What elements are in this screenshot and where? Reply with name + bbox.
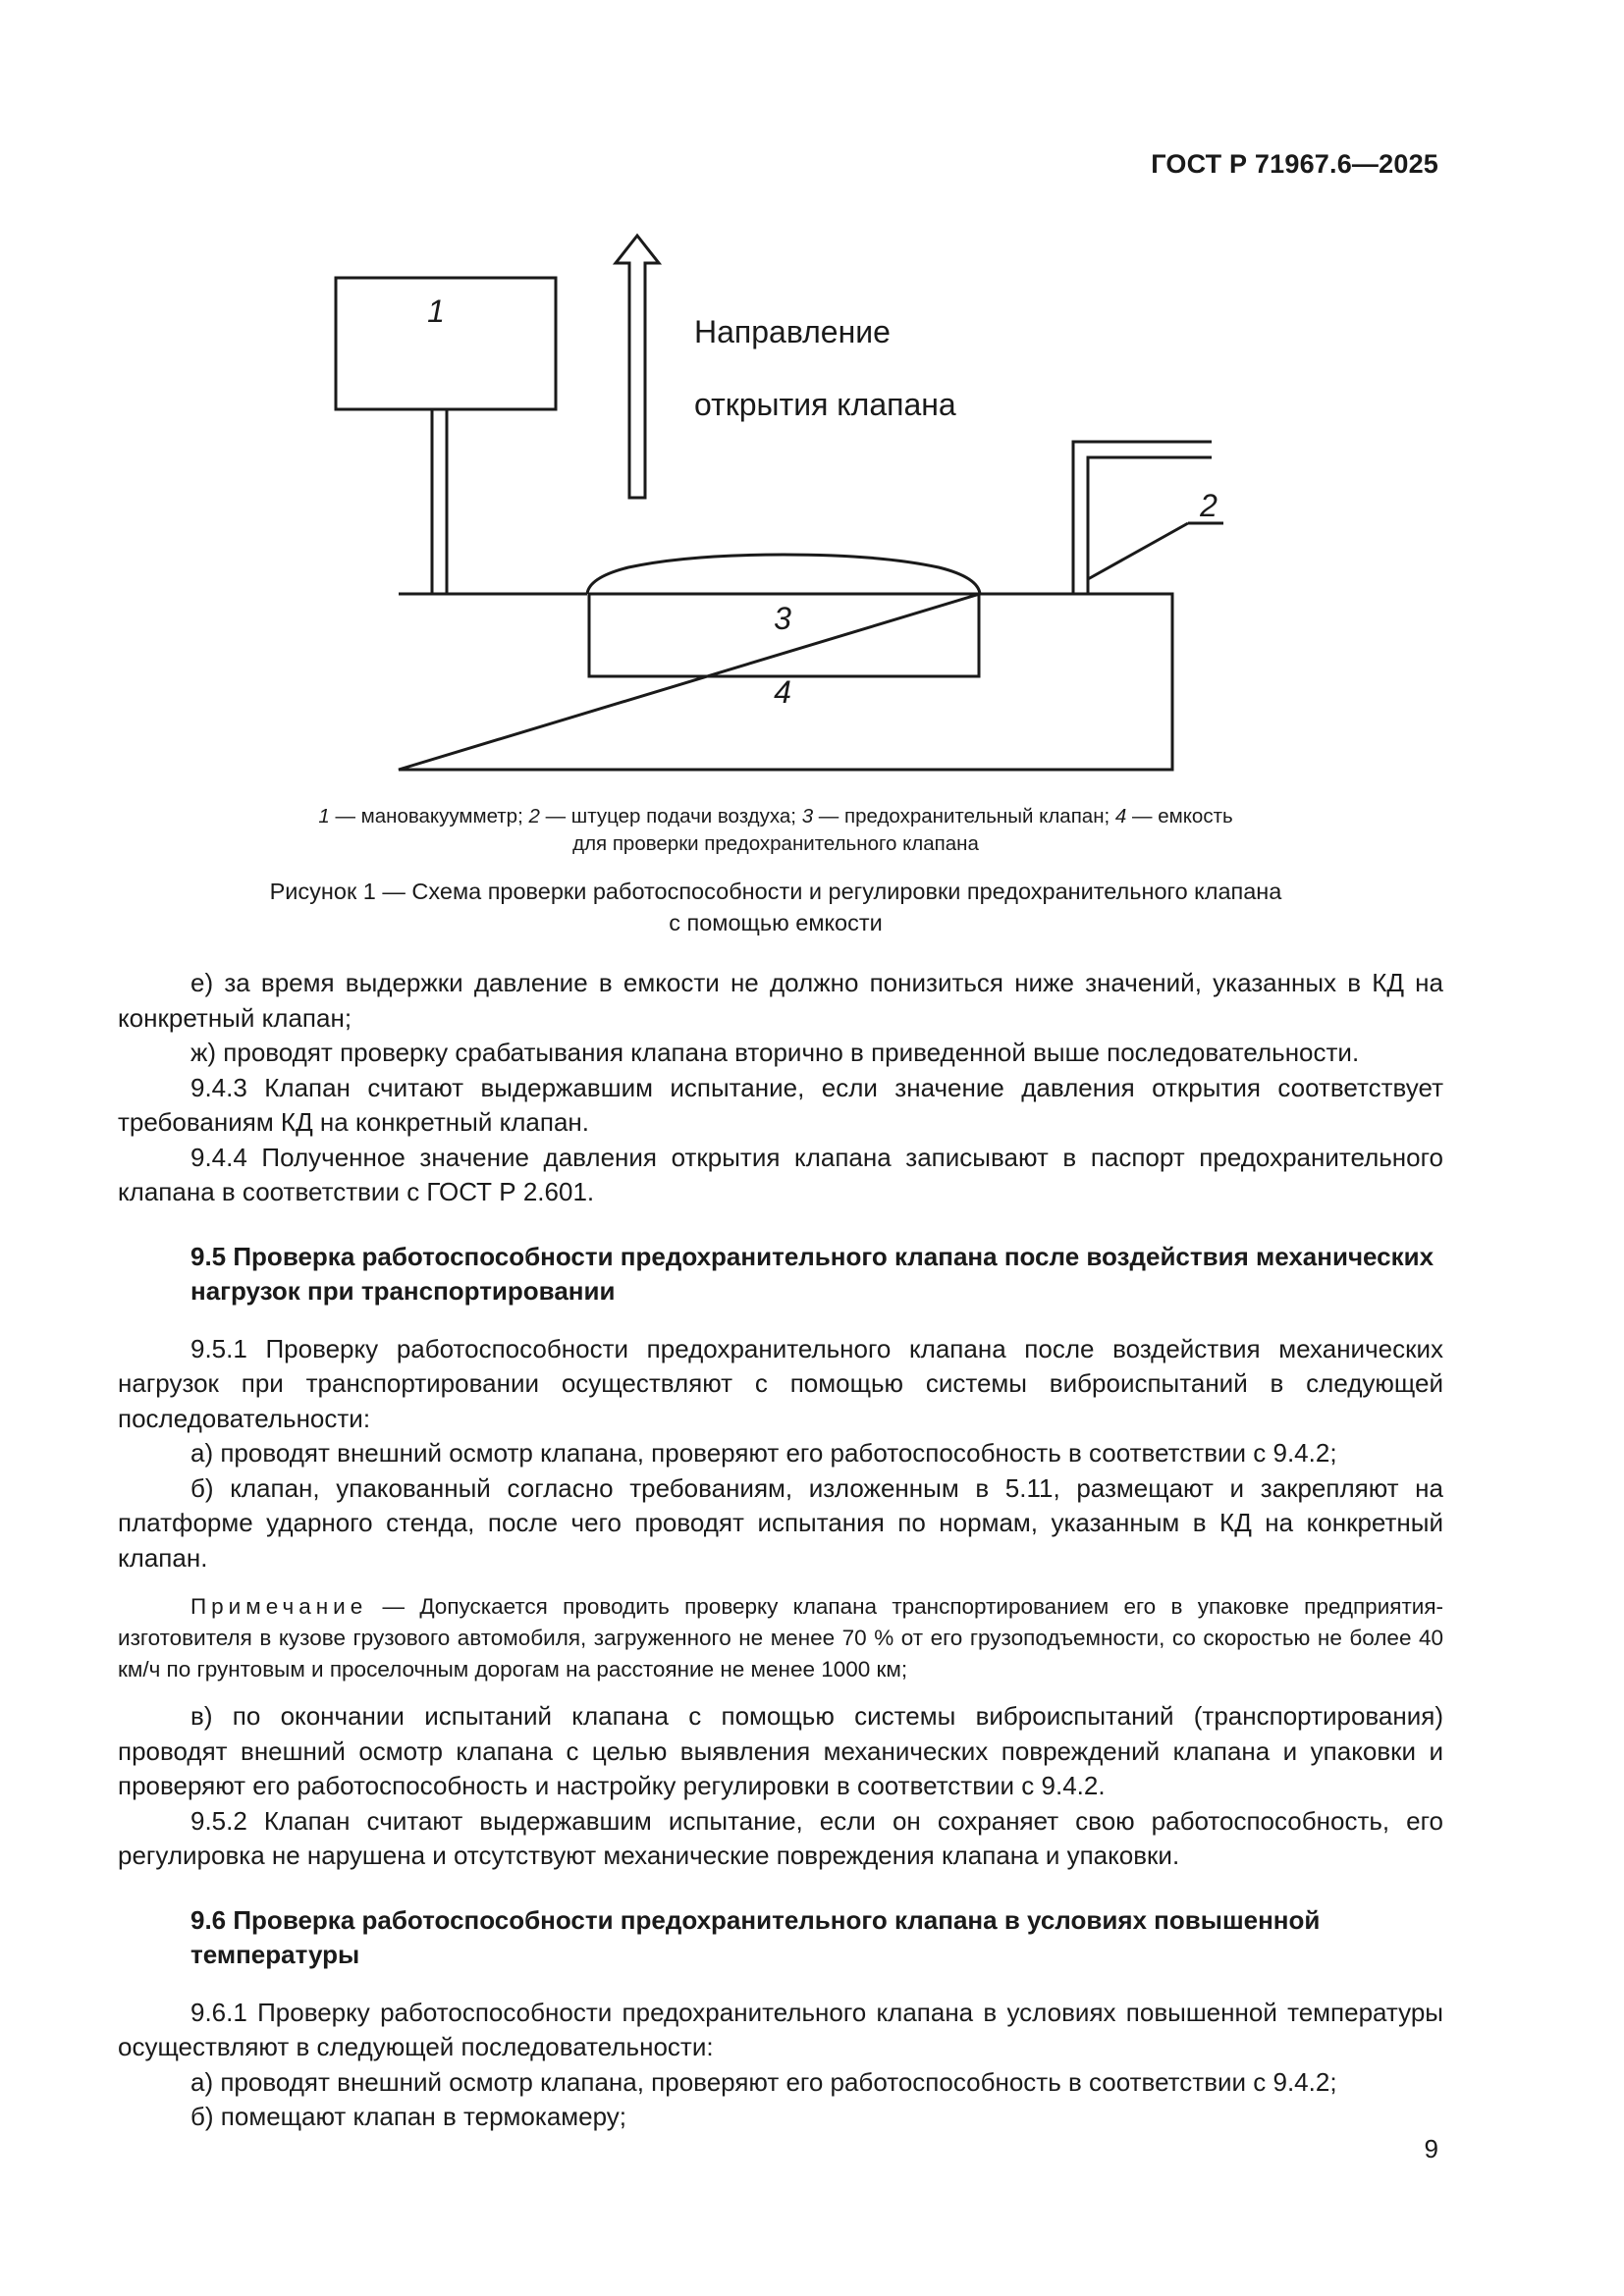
paragraph-9-5-2: 9.5.2 Клапан считают выдержавшим испытание, если он сохраняет свою работоспособность, его регулировка не нарушена и отсутствуют механические повреждения клапана и упаковки. (118, 1805, 1443, 1870)
arrow-text-line2: открытия клапана (694, 387, 956, 422)
legend-num-1: 1 (318, 805, 330, 828)
pressure-gauge-box (336, 278, 556, 409)
legend-text-1: — мановакуумметр; (329, 805, 529, 828)
paragraph-9-5-1-v: в) по окончании испытаний клапана с помощью системы виброиспытаний (транспортирования) проводят внешний осмотр клапана с целью выявления механических повреждений клапана и упаковки и проверяют его работоспособность и настройку регулировки в соответствии с 9.4.2. (118, 1701, 1443, 1800)
label-gauge: 1 (427, 294, 445, 329)
caption-line1: Рисунок 1 — Схема проверки работоспособности и регулировки предохранительного клапана (269, 879, 1282, 904)
legend-line2: для проверки предохранительного клапана (572, 832, 979, 855)
legend-num-3: 3 (801, 805, 814, 828)
paragraph-e: е) за время выдержки давление в емкости не должно понизиться ниже значений, указанных в КД на конкретный клапан; (118, 968, 1443, 1033)
legend-text-3: — предохранительный клапан; (813, 805, 1115, 828)
caption-line2: с помощью емкости (669, 910, 883, 935)
label-valve: 3 (774, 601, 791, 636)
label-container: 4 (774, 674, 791, 710)
note (118, 1591, 1443, 1685)
note-label: Примечание (190, 1594, 368, 1619)
label-fitting: 2 (1200, 488, 1218, 523)
legend-num-4: 4 (1114, 805, 1127, 828)
paragraph-9-4-3: 9.4.3 Клапан считают выдержавшим испытание, если значение давления открытия соответствует требованиям КД на конкретный клапан. (118, 1072, 1443, 1137)
figure-legend (236, 803, 1316, 858)
opening-direction-arrow (616, 236, 659, 498)
legend-text-2: — штуцер подачи воздуха; (539, 805, 802, 828)
valve-test-diagram (0, 0, 1624, 795)
paragraph-9-6-1-b: б) помещают клапан в термокамеру; (190, 2102, 627, 2131)
document-body (118, 966, 1443, 2135)
paragraph-9-6-1: 9.6.1 Проверку работоспособности предохранительного клапана в условиях повышенной температуры осуществляют в следующей последовательности: (118, 1997, 1443, 2061)
note-text: — Допускается проводить проверку клапана транспортированием его в упаковке предприятия-изготовителя в кузове грузового автомобиля, загруженного не менее 70 % от его грузоподъемности, со скоростью не более 40 км/ч по грунтовым и проселочным дорогам на расстояние не менее 1000 км; (118, 1594, 1443, 1682)
paragraph-zh: ж) проводят проверку срабатывания клапана вторично в приведенной выше последовательности. (190, 1038, 1360, 1067)
paragraph-9-5-1: 9.5.1 Проверку работоспособности предохранительного клапана после воздействия механических нагрузок при транспортировании осуществляют с помощью системы виброиспытаний в следующей последовательности: (118, 1333, 1443, 1433)
page-number: 9 (1424, 2134, 1438, 2163)
standard-number: ГОСТ Р 71967.6—2025 (1151, 149, 1438, 179)
arrow-text-line1: Направление (694, 314, 891, 349)
heading-9-5: 9.5 Проверка работоспособности предохранительного клапана после воздействия механических нагрузок при транспортировании (190, 1241, 1435, 1306)
paragraph-9-5-1-a: а) проводят внешний осмотр клапана, проверяют его работоспособность в соответствии с 9.4.2; (190, 1438, 1337, 1468)
air-supply-fitting (1073, 442, 1212, 594)
paragraph-9-4-4: 9.4.4 Полученное значение давления открытия клапана записывают в паспорт предохранительного клапана в соответствии с ГОСТ Р 2.601. (118, 1142, 1443, 1206)
legend-num-2: 2 (528, 805, 540, 828)
legend-text-4: — емкость (1126, 805, 1233, 828)
paragraph-9-6-1-a: а) проводят внешний осмотр клапана, проверяют его работоспособность в соответствии с 9.4.2; (190, 2066, 1337, 2097)
paragraph-9-5-1-b: б) клапан, упакованный согласно требованиям, изложенным в 5.11, размещают и закрепляют на платформе ударного стенда, после чего проводят испытания по нормам, указанным в КД на конкретный клапан. (118, 1472, 1443, 1573)
figure-caption (196, 876, 1355, 938)
safety-valve-dome (587, 555, 980, 594)
heading-9-6: 9.6 Проверка работоспособности предохранительного клапана в условиях повышенной температуры (190, 1904, 1321, 1969)
legend-line1 (236, 803, 1316, 830)
